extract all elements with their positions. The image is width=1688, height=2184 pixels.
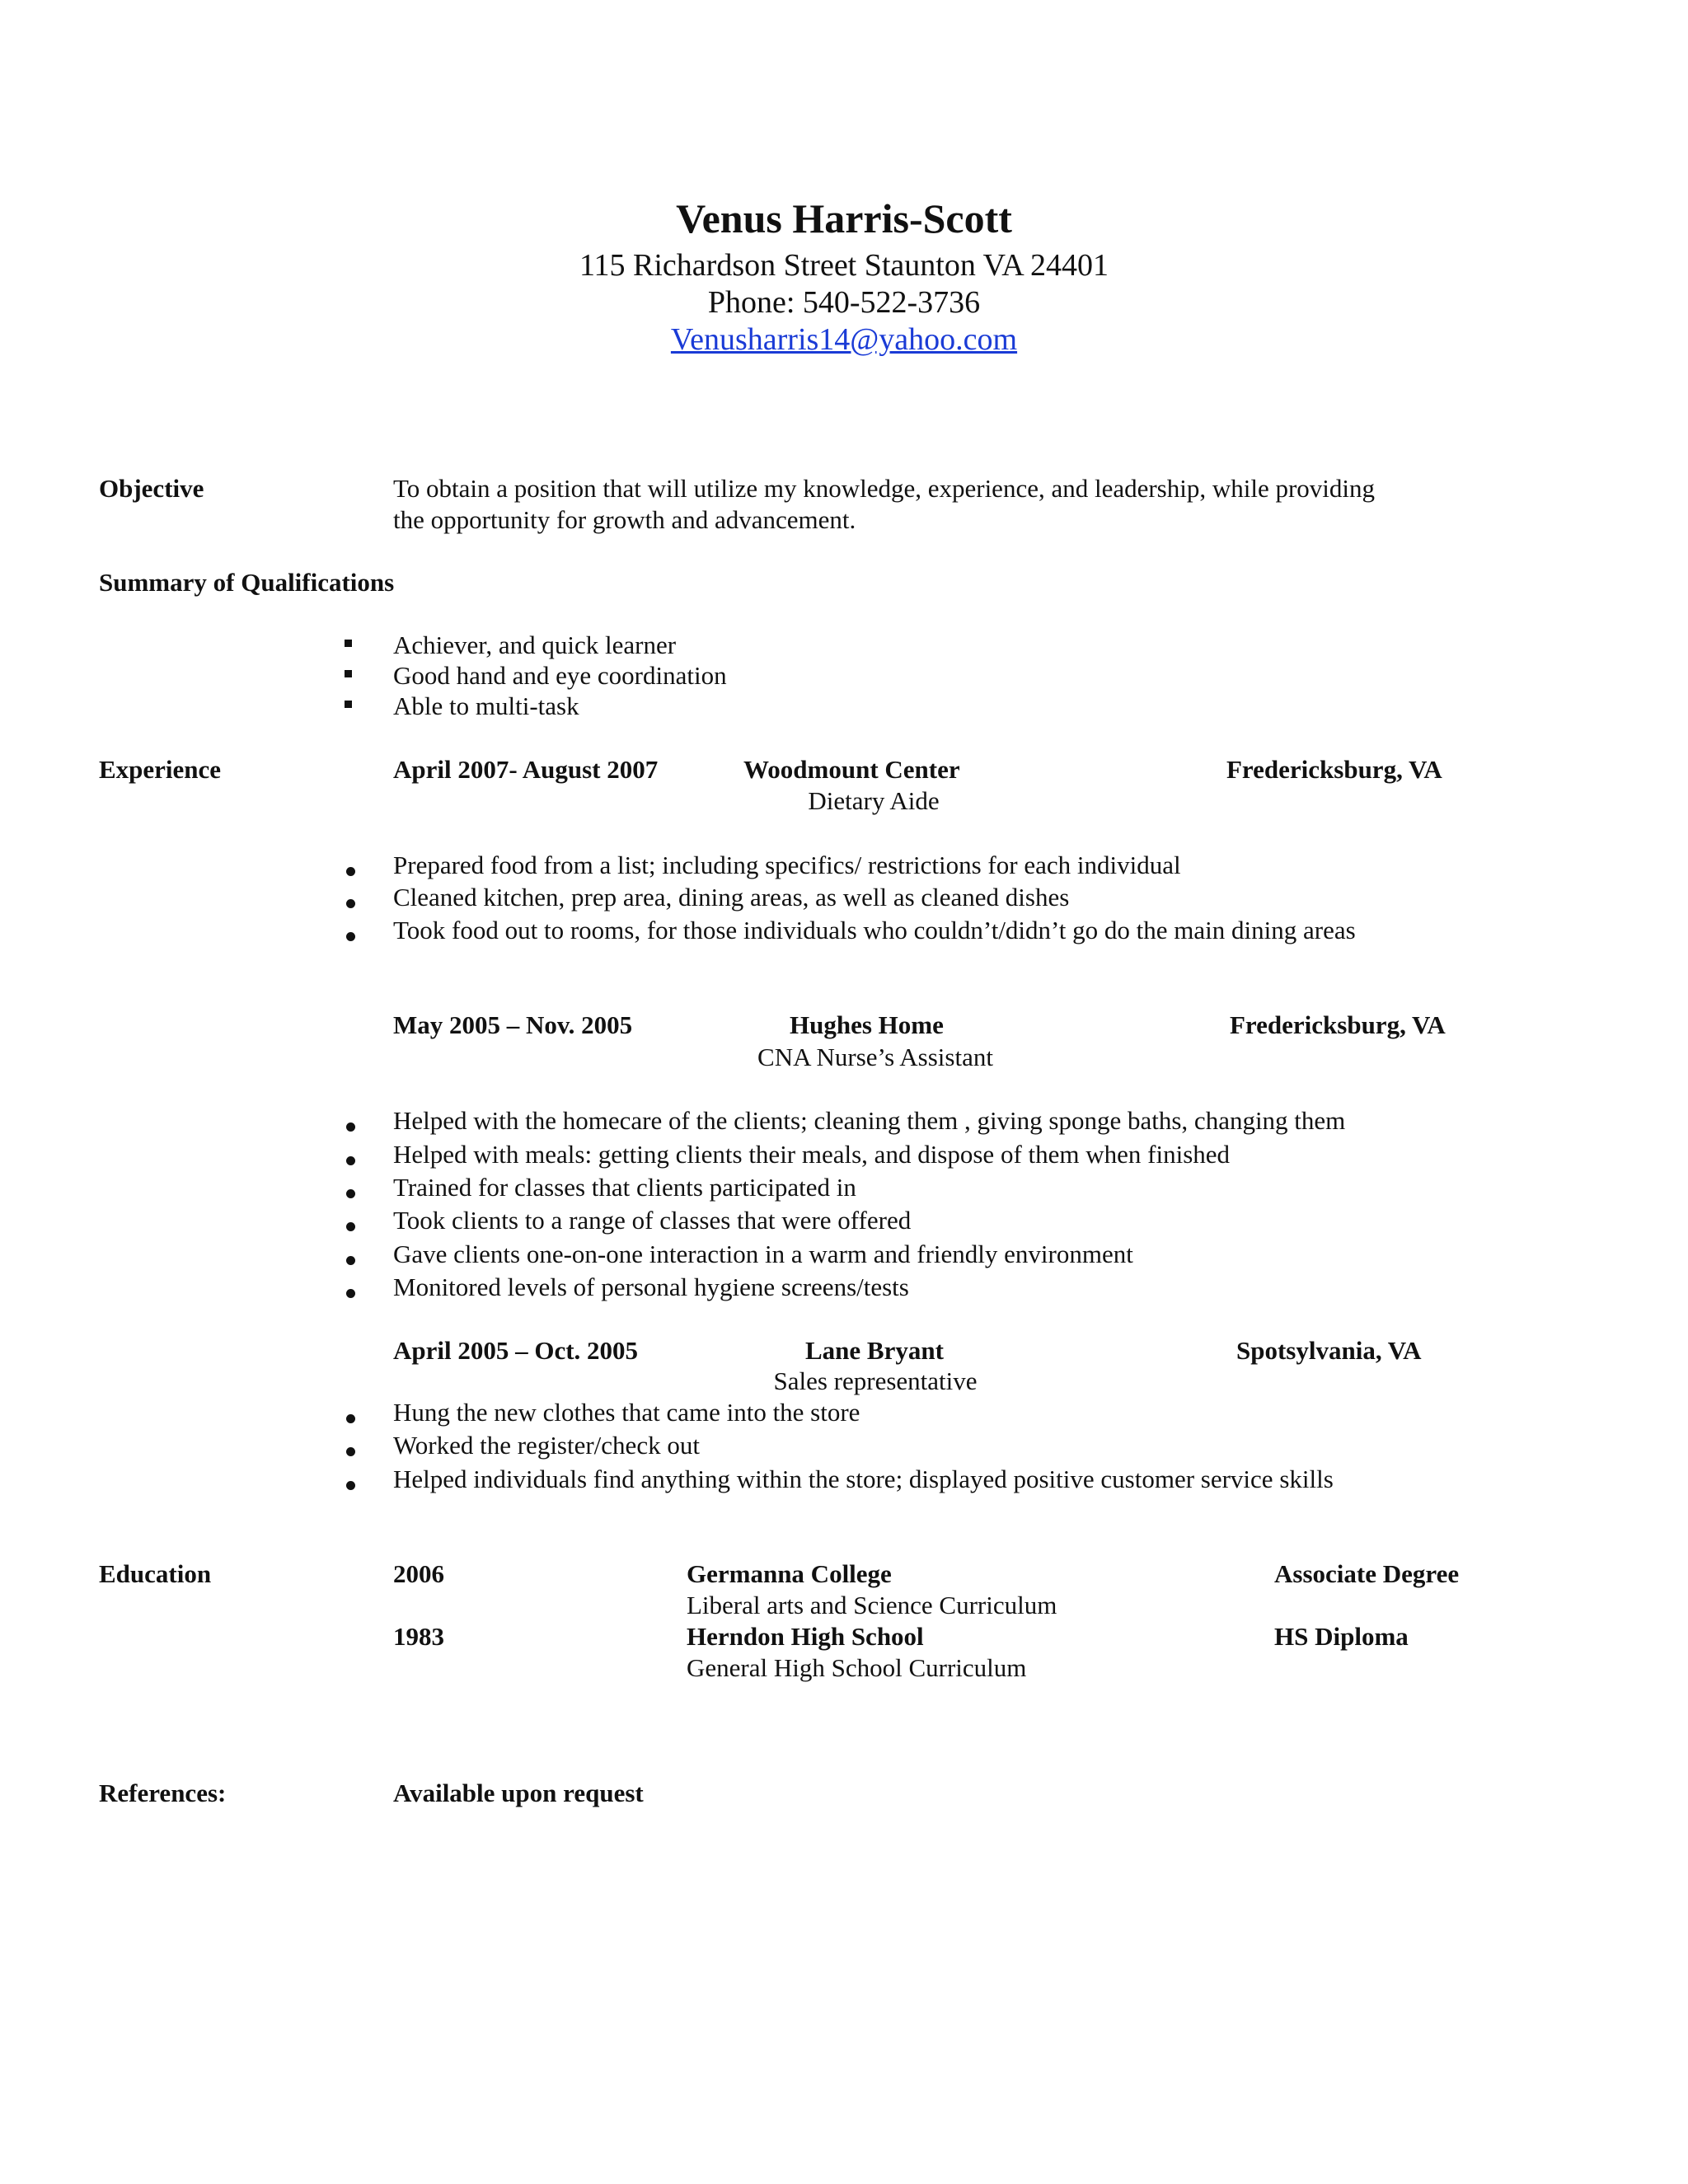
job-title: Sales representative [773, 1366, 978, 1395]
job-location: Fredericksburg, VA [1230, 1010, 1446, 1039]
job-employer: Lane Bryant [805, 1336, 944, 1365]
job-bullet: Took clients to a range of classes that were offered [393, 1206, 912, 1235]
bullet-icon [346, 867, 355, 876]
summary-item: Good hand and eye coordination [393, 661, 727, 690]
bullet-icon [346, 1122, 355, 1132]
job-title: CNA Nurse’s Assistant [757, 1043, 993, 1071]
bullet-icon [346, 1414, 355, 1423]
bullet-icon [346, 1481, 355, 1490]
education-label: Education [99, 1559, 212, 1588]
square-bullet-icon [345, 701, 352, 708]
summary-label: Summary of Qualifications [99, 568, 395, 597]
education-year: 2006 [393, 1559, 444, 1588]
bullet-icon [346, 1289, 355, 1298]
job-bullet: Trained for classes that clients participated in [393, 1173, 856, 1202]
objective-line-2: the opportunity for growth and advancement. [393, 505, 856, 534]
experience-label: Experience [99, 755, 222, 784]
bullet-icon [346, 1256, 355, 1265]
education-program: Liberal arts and Science Curriculum [687, 1591, 1057, 1619]
bullet-icon [346, 1189, 355, 1198]
education-degree: Associate Degree [1274, 1559, 1460, 1588]
bullet-icon [346, 932, 355, 941]
job-bullet: Helped with meals: getting clients their meals, and dispose of them when finished [393, 1140, 1231, 1169]
education-program: General High School Curriculum [687, 1653, 1027, 1682]
education-year: 1983 [393, 1622, 444, 1651]
objective-label: Objective [99, 474, 204, 503]
job-bullet: Hung the new clothes that came into the store [393, 1398, 860, 1427]
summary-item: Able to multi-task [393, 691, 579, 720]
job-dates: April 2005 – Oct. 2005 [393, 1336, 639, 1365]
job-dates: April 2007- August 2007 [393, 755, 659, 784]
bullet-icon [346, 1447, 355, 1456]
job-location: Spotsylvania, VA [1236, 1336, 1422, 1365]
square-bullet-icon [345, 670, 352, 677]
education-degree: HS Diploma [1274, 1622, 1409, 1651]
job-bullet: Worked the register/check out [393, 1431, 700, 1460]
job-title: Dietary Aide [808, 786, 940, 815]
address: 115 Richardson Street Staunton VA 24401 [579, 248, 1109, 283]
bullet-icon [346, 1222, 355, 1231]
job-bullet: Helped with the homecare of the clients; cleaning them , giving sponge baths, changing them [393, 1106, 1346, 1135]
job-bullet: Monitored levels of personal hygiene screens/tests [393, 1272, 909, 1301]
education-school: Germanna College [687, 1559, 892, 1588]
references-label: References: [99, 1779, 227, 1807]
bullet-icon [346, 1156, 355, 1165]
references-value: Available upon request [393, 1779, 644, 1807]
objective-line-1: To obtain a position that will utilize my knowledge, experience, and leadership, while providing [393, 474, 1376, 503]
job-bullet: Gave clients one-on-one interaction in a warm and friendly environment [393, 1240, 1133, 1268]
square-bullet-icon [345, 640, 352, 647]
summary-item: Achiever, and quick learner [393, 630, 677, 659]
job-employer: Hughes Home [790, 1010, 944, 1039]
job-bullet: Helped individuals find anything within the store; displayed positive customer service skills [393, 1465, 1334, 1493]
job-bullet: Prepared food from a list; including specifics/ restrictions for each individual [393, 851, 1181, 879]
job-dates: May 2005 – Nov. 2005 [393, 1010, 633, 1039]
job-bullet: Cleaned kitchen, prep area, dining areas, as well as cleaned dishes [393, 883, 1070, 912]
resume-name: Venus Harris-Scott [676, 195, 1012, 241]
phone: Phone: 540-522-3736 [707, 285, 981, 320]
job-location: Fredericksburg, VA [1226, 755, 1442, 784]
education-school: Herndon High School [687, 1622, 924, 1651]
job-employer: Woodmount Center [743, 755, 960, 784]
job-bullet: Took food out to rooms, for those individuals who couldn’t/didn’t go do the main dining areas [393, 916, 1356, 944]
email-link[interactable]: Venusharris14@yahoo.com [670, 322, 1018, 357]
bullet-icon [346, 899, 355, 908]
